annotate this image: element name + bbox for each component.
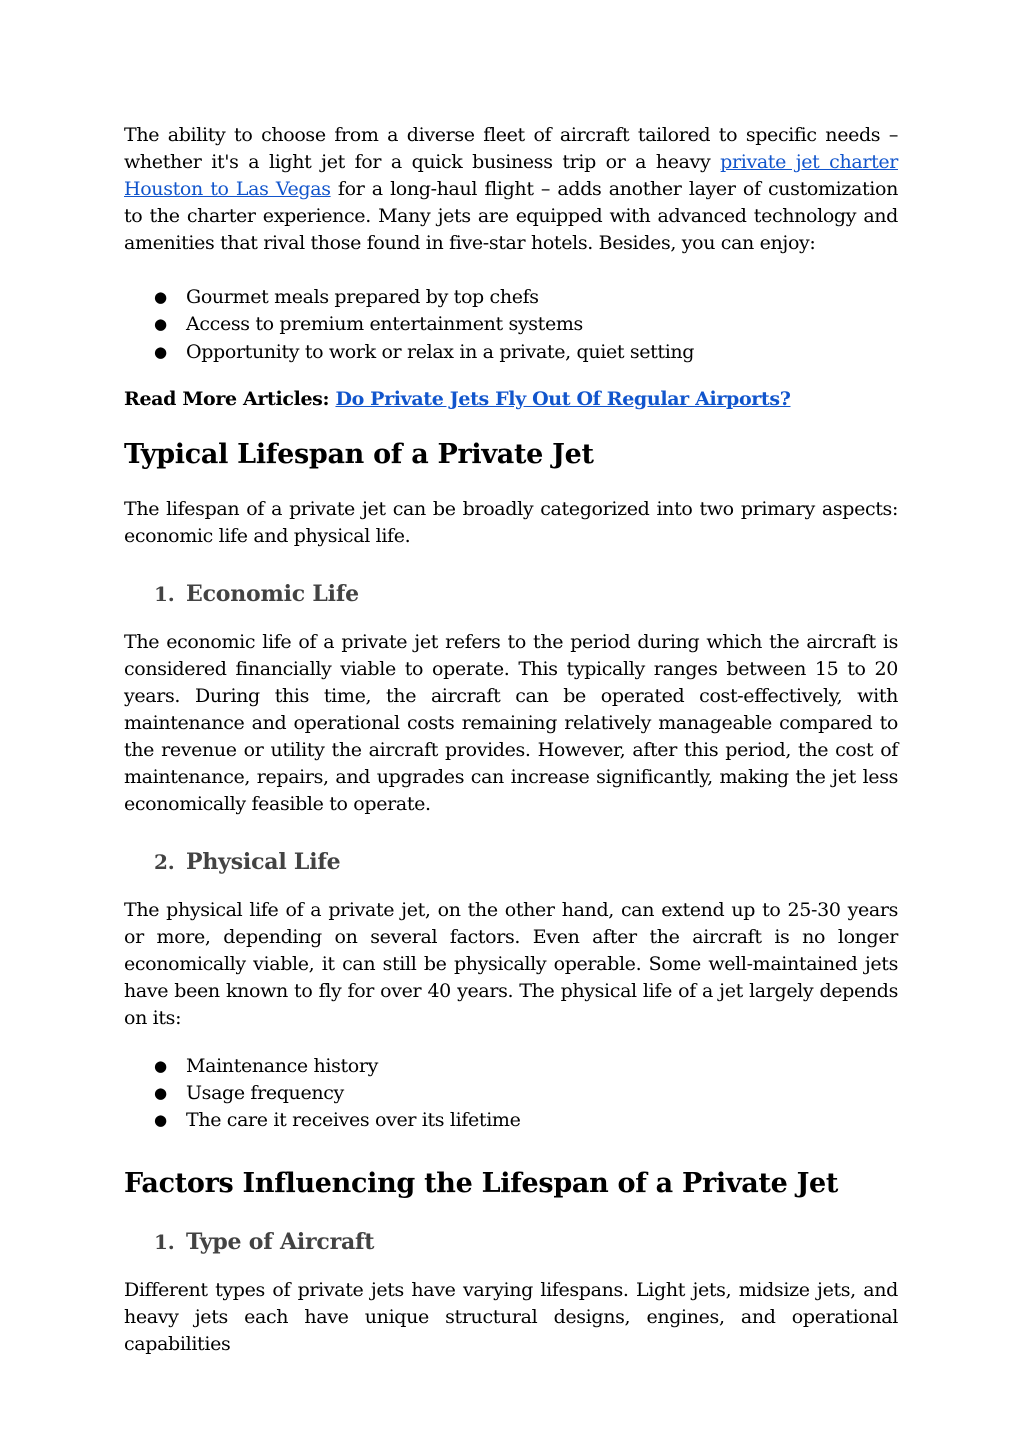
physical-life-factors-list (124, 1053, 898, 1135)
list-item: ● The care it receives over its lifetime (124, 1107, 898, 1134)
bullet-icon: ● (154, 1111, 167, 1130)
bullet-icon: ● (154, 1084, 167, 1103)
list-item: ● Gourmet meals prepared by top chefs (124, 284, 898, 311)
charter-houston-las-vegas-link[interactable]: private jet charter Houston to Las Vegas (124, 151, 898, 200)
type-of-aircraft-number: 1. (154, 1229, 175, 1254)
intro-text-before-link: The ability to choose from a diverse fleet of aircraft tailored to specific needs – whether it's a light jet for a quick business trip or a heavy (124, 124, 898, 173)
list-item: ● Maintenance history (124, 1053, 898, 1080)
physical-life-heading (124, 847, 898, 877)
read-more-label: Read More Articles: (124, 387, 336, 410)
factors-heading: Factors Influencing the Lifespan of a Private Jet (124, 1167, 839, 1199)
bullet-icon: ● (154, 315, 167, 334)
document-page (124, 122, 898, 1358)
physical-life-title: Physical Life (186, 848, 341, 875)
economic-life-number: 1. (154, 581, 175, 606)
physical-life-body: The physical life of a private jet, on the other hand, can extend up to 25-30 years or more, depending on several factors. Even after the aircraft is no longer economically viable, it can still be physically operable. Some well-maintained jets have been known to fly for over 40 years. The physical life of a jet largely depends on its: (124, 898, 898, 1029)
list-item: ● Access to premium entertainment systems (124, 311, 898, 338)
lifespan-intro: The lifespan of a private jet can be broadly categorized into two primary aspects: economic life and physical life. (124, 497, 898, 547)
economic-life-body: The economic life of a private jet refers to the period during which the aircraft is considered financially viable to operate. This typically ranges between 15 to 20 years. During this time, the aircraft can be operated cost-effectively, with maintenance and operational costs remaining relatively manageable compared to the revenue or utility the aircraft provides. However, after this period, the cost of maintenance, repairs, and upgrades can increase significantly, making the jet less economically feasible to operate. (124, 630, 898, 815)
type-of-aircraft-body: Different types of private jets have varying lifespans. Light jets, midsize jets, and heavy jets each have unique structural designs, engines, and operational capabilities (124, 1278, 898, 1355)
read-more-link[interactable]: Do Private Jets Fly Out Of Regular Airports? (335, 387, 791, 410)
bullet-icon: ● (154, 288, 167, 306)
intro-text-after-link: for a long-haul flight – adds another layer of customization to the charter experience. Many jets are equipped with advanced technology and amenities that rival those found in five-star hotels. Besides, you can enjoy: (124, 178, 898, 254)
economic-life-title: Economic Life (186, 580, 359, 607)
type-of-aircraft-title: Type of Aircraft (186, 1228, 375, 1255)
physical-life-number: 2. (154, 849, 175, 874)
list-item: ● Usage frequency (124, 1080, 898, 1107)
economic-life-heading (124, 579, 898, 609)
bullet-icon: ● (154, 342, 167, 361)
list-item: ● Opportunity to work or relax in a private, quiet setting (124, 339, 898, 366)
lifespan-heading: Typical Lifespan of a Private Jet (124, 438, 594, 470)
type-of-aircraft-heading (124, 1227, 898, 1257)
amenities-list (124, 284, 898, 366)
bullet-icon: ● (154, 1056, 167, 1075)
read-more-line (124, 386, 898, 413)
intro-paragraph (124, 122, 898, 257)
